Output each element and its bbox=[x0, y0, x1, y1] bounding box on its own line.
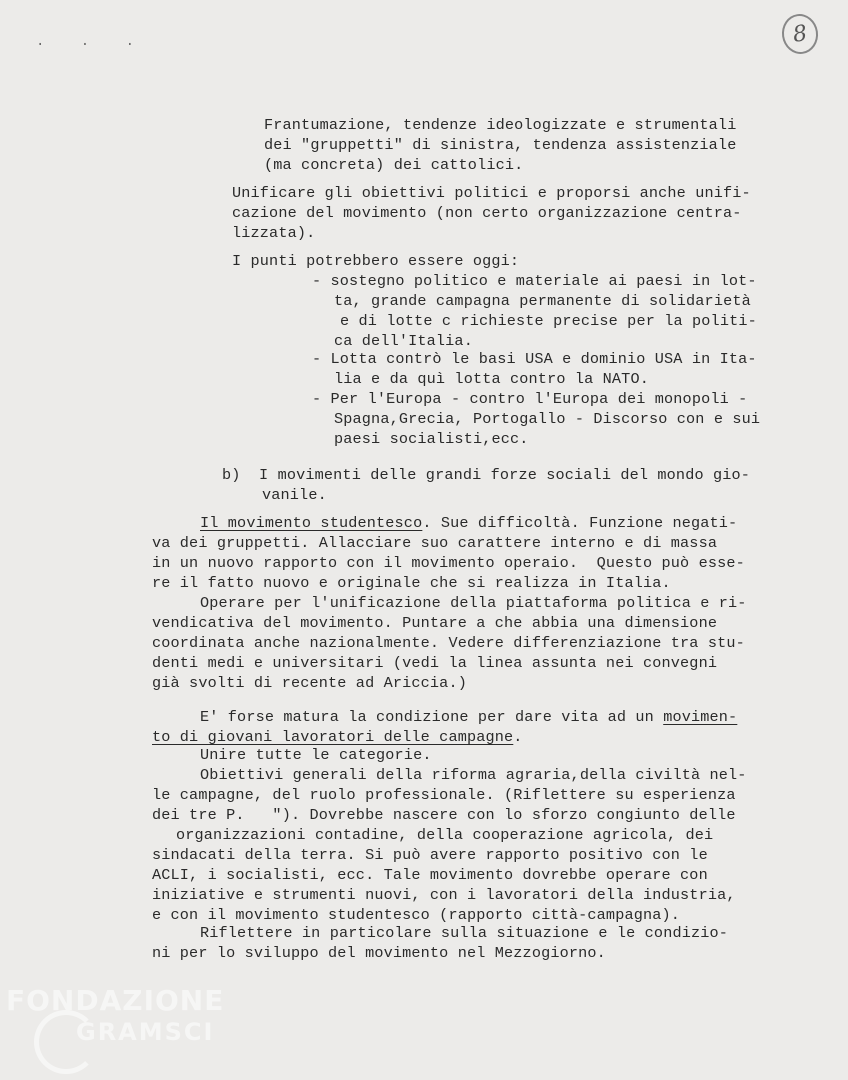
bullet-line: e di lotte c richieste precise per la politi- bbox=[340, 312, 757, 330]
text-line: dei tre P. "). Dovrebbe nascere con lo sforzo congiunto delle bbox=[152, 806, 736, 824]
text-line: Frantumazione, tendenze ideologizzate e strumentali bbox=[264, 116, 737, 134]
text-line: ni per lo sviluppo del movimento nel Mezzogiorno. bbox=[152, 944, 606, 962]
text-line: denti medi e universitari (vedi la linea assunta nei convegni bbox=[152, 654, 718, 672]
foundation-watermark-logo bbox=[6, 984, 226, 1070]
text-line: coordinata anche nazionalmente. Vedere differenziazione tra stu- bbox=[152, 634, 745, 652]
text-line: cazione del movimento (non certo organizzazione centra- bbox=[232, 204, 742, 222]
section-heading-line: vanile. bbox=[262, 486, 327, 504]
page-number-stamp: 8 bbox=[779, 12, 820, 57]
underlined-phrase: to di giovani lavoratori delle campagne bbox=[152, 728, 514, 746]
text-segment: . bbox=[513, 728, 523, 746]
text-line: sindacati della terra. Si può avere rapporto positivo con le bbox=[152, 846, 708, 864]
text-line: già svolti di recente ad Ariccia.) bbox=[152, 674, 467, 692]
text-line: le campagne, del ruolo professionale. (Riflettere su esperienza bbox=[152, 786, 736, 804]
text-line: I punti potrebbero essere oggi: bbox=[232, 252, 520, 270]
text-line bbox=[152, 728, 523, 746]
bullet-line: - sostegno politico e materiale ai paesi in lot- bbox=[312, 272, 757, 290]
watermark-text: GRAMSCI bbox=[76, 1018, 215, 1046]
text-line bbox=[200, 708, 737, 726]
bullet-line: Spagna,Grecia, Portogallo - Discorso con e sui bbox=[334, 410, 761, 428]
text-line: Riflettere in particolare sulla situazione e le condizio- bbox=[200, 924, 729, 942]
text-line: organizzazioni contadine, della cooperazione agricola, dei bbox=[176, 826, 714, 844]
bullet-line: - Lotta contrò le basi USA e dominio USA in Ita- bbox=[312, 350, 757, 368]
text-line: iniziative e strumenti nuovi, con i lavoratori della industria, bbox=[152, 886, 736, 904]
text-line: vendicativa del movimento. Puntare a che abbia una dimensione bbox=[152, 614, 718, 632]
bullet-line: - Per l'Europa - contro l'Europa dei monopoli - bbox=[312, 390, 748, 408]
text-segment: . Sue difficoltà. Funzione negati- bbox=[422, 514, 738, 532]
text-line: e con il movimento studentesco (rapporto città-campagna). bbox=[152, 906, 681, 924]
text-line: va dei gruppetti. Allacciare suo carattere interno e di massa bbox=[152, 534, 718, 552]
bullet-line: lia e da quì lotta contro la NATO. bbox=[334, 370, 649, 388]
text-line: re il fatto nuovo e originale che si realizza in Italia. bbox=[152, 574, 671, 592]
bullet-line: ca dell'Italia. bbox=[334, 332, 473, 350]
text-segment: E' forse matura la condizione per dare vita ad un bbox=[200, 708, 664, 726]
underlined-phrase: movimen- bbox=[663, 708, 738, 726]
section-heading-line: b) I movimenti delle grandi forze sociali del mondo gio- bbox=[222, 466, 751, 484]
text-line: dei "gruppetti" di sinistra, tendenza assistenziale bbox=[264, 136, 737, 154]
watermark-text: FONDAZIONE bbox=[6, 984, 225, 1017]
text-line: in un nuovo rapporto con il movimento operaio. Questo può esse- bbox=[152, 554, 745, 572]
text-line: Unificare gli obiettivi politici e proporsi anche unifi- bbox=[232, 184, 751, 202]
corner-marks: . . . bbox=[36, 34, 149, 50]
text-line bbox=[200, 514, 737, 532]
text-line: Obiettivi generali della riforma agraria,della civiltà nel- bbox=[200, 766, 747, 784]
text-line: Operare per l'unificazione della piattaforma politica e ri- bbox=[200, 594, 747, 612]
bullet-line: paesi socialisti,ecc. bbox=[334, 430, 529, 448]
text-line: (ma concreta) dei cattolici. bbox=[264, 156, 524, 174]
bullet-line: ta, grande campagna permanente di solidarietà bbox=[334, 292, 751, 310]
text-line: Unire tutte le categorie. bbox=[200, 746, 432, 764]
underlined-heading: Il movimento studentesco bbox=[200, 514, 423, 532]
text-line: ACLI, i socialisti, ecc. Tale movimento dovrebbe operare con bbox=[152, 866, 708, 884]
text-line: lizzata). bbox=[232, 224, 316, 242]
